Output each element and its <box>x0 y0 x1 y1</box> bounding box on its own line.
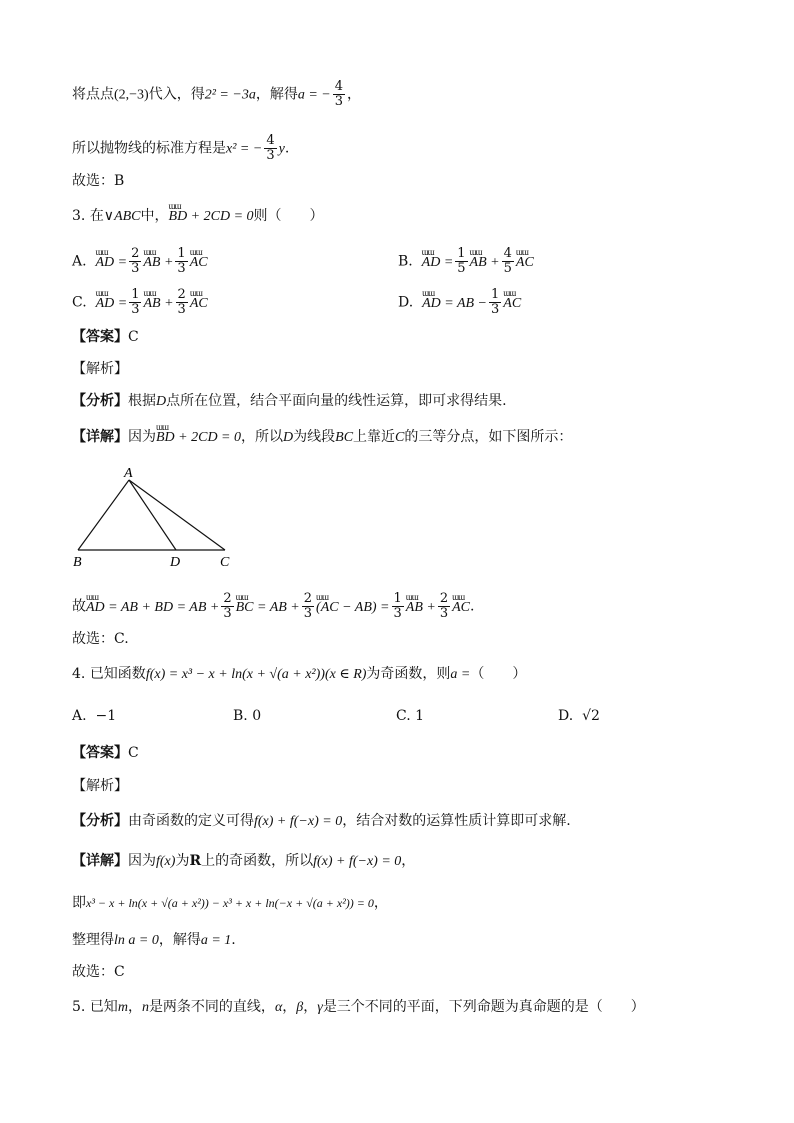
equation: ɯɯ AC <box>190 253 208 273</box>
detail-4 <box>72 851 415 872</box>
text: 为奇函数，则 <box>366 666 451 682</box>
answer-tag: 【答案】 <box>72 745 128 761</box>
equation: f(x) + f(−x) = 0 <box>313 854 402 869</box>
text: 则（ ） <box>253 208 324 224</box>
equation: ɯɯ AD = <box>422 253 454 273</box>
vertex-c-label: C <box>220 555 230 570</box>
option-label: C. <box>396 708 411 724</box>
text: ， <box>347 86 362 103</box>
answer-choice-line: 故选：C. <box>72 631 129 647</box>
point-d-label: D <box>170 555 181 570</box>
point-label: C <box>395 430 405 445</box>
text: 由奇函数的定义可得 <box>128 813 254 829</box>
option-label: B. <box>398 253 413 270</box>
detail-tag: 【详解】 <box>72 853 128 869</box>
text: 已知 <box>89 999 118 1015</box>
text: 在∨ <box>89 208 115 224</box>
question-number: 5. <box>72 999 86 1015</box>
equation: x³ − x + ln(x + √(a + x²)) − x³ + x + ln(−x + √(a + x²)) = 0 <box>86 896 374 910</box>
answer-tag: 【答案】 <box>72 329 128 345</box>
real-set: R <box>189 853 202 869</box>
detail-tag: 【详解】 <box>72 429 128 445</box>
derivation-3 <box>72 592 474 621</box>
point: (2,−3) <box>114 87 149 103</box>
option-value: 1 <box>415 708 425 724</box>
answer-4 <box>72 743 139 763</box>
text: ， <box>401 853 416 869</box>
equation: f(x) + f(−x) = 0 <box>254 814 343 829</box>
option-label: D. <box>398 294 414 311</box>
segment-ad <box>129 480 176 550</box>
equation: ɯɯ AB + <box>143 294 173 314</box>
vertex-a-label: A <box>124 466 133 481</box>
text: 根据 <box>128 393 156 409</box>
text: ， <box>127 999 142 1015</box>
analysis-4 <box>72 811 571 832</box>
triangle-figure <box>70 462 240 572</box>
equation: ɯɯ AC <box>452 598 470 618</box>
text: ， <box>282 999 297 1015</box>
option-b[interactable] <box>398 247 534 276</box>
text: 代入，得 <box>148 86 205 103</box>
analysis-3-heading: 【解析】 <box>72 361 128 377</box>
text: 上靠近 <box>353 429 396 445</box>
option-label: D. <box>558 708 574 724</box>
equation: ɯɯ AB + <box>470 253 500 273</box>
fraction: $\frac{1}{3}$ <box>177 246 186 276</box>
text: 上的奇函数，所以 <box>201 853 314 869</box>
fraction: $\frac{1}{5}$ <box>457 246 466 276</box>
fraction: $\frac{4}{5}$ <box>503 246 512 276</box>
domain-expression: (x ∈ R) <box>324 667 367 682</box>
equation: ɯɯ AC <box>190 294 208 314</box>
line-substitute <box>72 80 361 109</box>
fraction: $\frac{4}{3}$ <box>334 79 344 109</box>
option-d[interactable] <box>398 288 521 317</box>
option-c[interactable] <box>396 706 424 726</box>
analysis-4-heading: 【解析】 <box>72 778 128 794</box>
text: . <box>470 598 475 615</box>
text: ，所以 <box>241 429 284 445</box>
text: ，解得 <box>255 86 298 103</box>
text: ，解得 <box>158 932 201 948</box>
text: 是两条不同的直线， <box>148 999 275 1015</box>
fraction: $\frac{1}{3}$ <box>491 287 500 317</box>
option-label: A. <box>72 253 87 270</box>
detail-4-expand <box>72 893 388 913</box>
fraction: $\frac{2}{3}$ <box>131 246 140 276</box>
plane-beta: β <box>296 1000 304 1015</box>
text: 中， <box>140 208 169 224</box>
option-a[interactable] <box>72 247 208 276</box>
equation: ɯɯ (AC − AB) = <box>316 598 389 618</box>
option-label: C. <box>72 294 87 311</box>
analysis-tag: 【分析】 <box>72 393 128 409</box>
answer-3 <box>72 327 139 347</box>
question-5 <box>72 997 645 1018</box>
equation: ɯɯ BC = AB + <box>236 598 300 618</box>
answer-value: C <box>128 745 139 761</box>
vector-equation: ɯɯ BD + 2CD = 0 <box>156 428 241 448</box>
text: 所以抛物线的标准方程是 <box>72 140 226 157</box>
text: 因为 <box>128 429 156 445</box>
equation: ɯɯ AB + <box>143 253 173 273</box>
plane-alpha: α <box>274 1000 283 1015</box>
equation: y <box>278 141 285 157</box>
triangle-name: ABC <box>114 209 141 224</box>
line-m: m <box>117 1000 128 1015</box>
question-4 <box>72 664 526 685</box>
equation: a = − <box>297 87 331 103</box>
text: 整理得 <box>72 932 114 948</box>
text: 即 <box>72 895 86 911</box>
equation: ɯɯ AB + <box>406 598 436 618</box>
text: 已知函数 <box>89 666 146 682</box>
equation: ɯɯ AD = AB + BD = AB + <box>86 598 219 618</box>
text: 为 <box>175 853 190 869</box>
text: . <box>284 140 290 157</box>
equation: 2² = −3a <box>204 87 256 103</box>
function: f(x) <box>156 854 176 869</box>
plane-gamma: γ <box>317 1000 323 1015</box>
text: 的三等分点，如下图所示： <box>404 429 573 445</box>
answer-choice-line: 故选：C <box>72 964 125 980</box>
equation: ɯɯ AD = <box>95 253 127 273</box>
analysis-3 <box>72 391 507 412</box>
option-value: −1 <box>95 708 117 724</box>
vector-equation: ɯɯ BD + 2CD = 0 <box>169 207 254 227</box>
text: 为线段 <box>293 429 336 445</box>
option-value: √2 <box>582 708 600 724</box>
text: ，结合对数的运算性质计算即可求解. <box>342 813 571 829</box>
text: 将点点 <box>72 86 114 103</box>
equation: ɯɯ AD = AB − <box>422 294 487 314</box>
option-label: A. <box>72 708 87 724</box>
variable: a = <box>450 667 471 682</box>
fraction: $\frac{1}{3}$ <box>131 287 140 317</box>
function-expression: f(x) = x³ − x + ln(x + √(a + x²)) <box>145 667 325 682</box>
fraction: $\frac{2}{3}$ <box>177 287 186 317</box>
point-label: D <box>156 394 167 409</box>
text: ， <box>373 895 388 911</box>
equation: ln a = 0 <box>114 933 159 948</box>
segment-ac <box>129 480 225 550</box>
question-number: 4. <box>72 666 86 682</box>
text: 点所在位置，结合平面向量的线性运算，即可求得结果. <box>166 393 507 409</box>
option-b[interactable] <box>233 706 261 726</box>
option-a[interactable] <box>72 706 116 726</box>
fraction: $\frac{2}{3}$ <box>223 591 232 621</box>
question-3 <box>72 206 324 227</box>
text: 故 <box>72 598 86 615</box>
text: . <box>231 932 236 948</box>
analysis-tag: 【分析】 <box>72 813 128 829</box>
answer-value: C <box>128 329 139 345</box>
equation: x² = − <box>226 141 263 157</box>
option-label: B. <box>233 708 248 724</box>
fraction: $\frac{2}{3}$ <box>303 591 313 621</box>
line-parabola <box>72 134 289 163</box>
answer-choice-line: 故选：B <box>72 173 125 189</box>
vertex-b-label: B <box>73 555 82 570</box>
fraction: $\frac{2}{3}$ <box>439 591 449 621</box>
equation: ɯɯ AC <box>516 253 534 273</box>
equation: a = 1 <box>200 933 232 948</box>
text: （ ） <box>470 666 527 682</box>
equation: ɯɯ AD = <box>96 294 128 314</box>
question-number: 3. <box>72 208 86 224</box>
option-c[interactable] <box>72 288 208 317</box>
option-d[interactable] <box>558 706 600 726</box>
detail-4-result <box>72 930 236 951</box>
text: 因为 <box>128 853 156 869</box>
text: ， <box>303 999 318 1015</box>
equation: ɯɯ AC <box>503 294 521 314</box>
option-value: 0 <box>252 708 262 724</box>
text: 是三个不同的平面，下列命题为真命题的是（ ） <box>322 999 645 1015</box>
point-label: D <box>283 430 294 445</box>
detail-3 <box>72 427 572 448</box>
line-n: n <box>141 1000 149 1015</box>
segment-ab <box>78 480 129 550</box>
segment-label: BC <box>335 430 354 445</box>
fraction: $\frac{1}{3}$ <box>393 591 402 621</box>
fraction: $\frac{4}{3}$ <box>266 133 275 163</box>
